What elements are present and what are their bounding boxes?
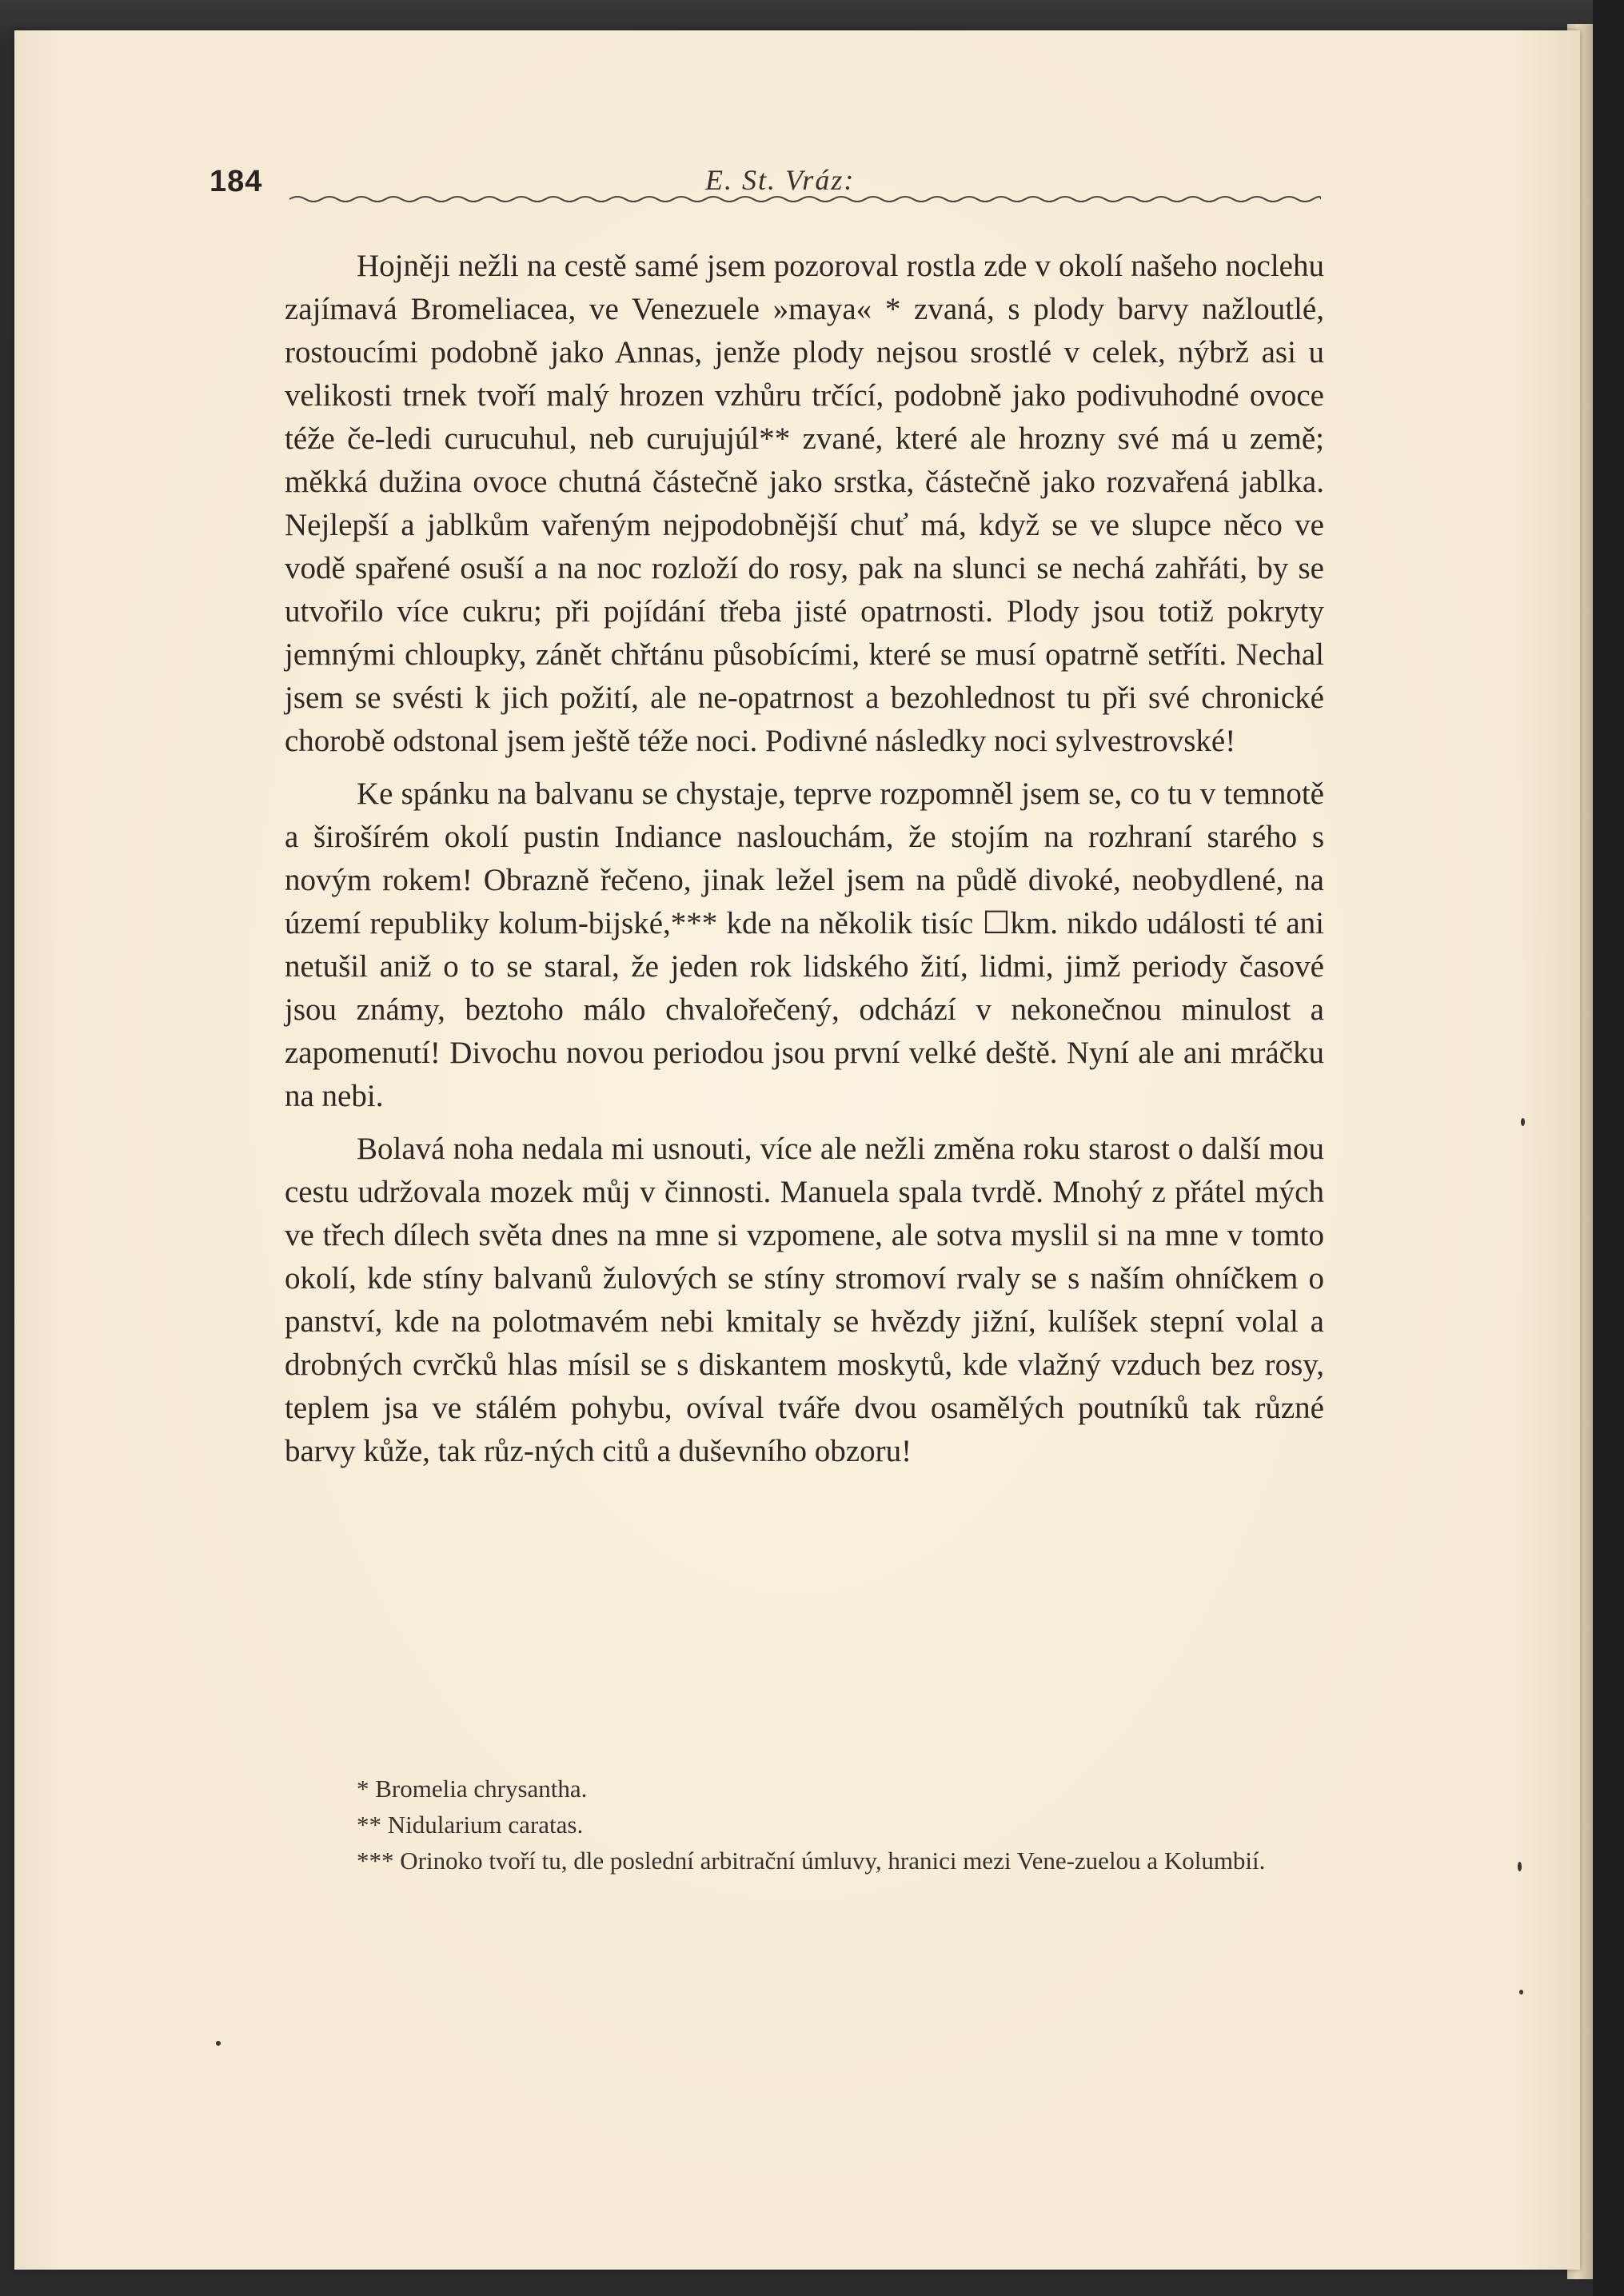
wavy-rule	[289, 192, 1321, 206]
book-spine	[1593, 0, 1624, 2296]
paper-speck	[1518, 1862, 1522, 1871]
footnote: *** Orinoko tvoří tu, dle poslední arbitrační úmluvy, hranici mezi Vene-zuelou a Kolumbií.	[357, 1847, 1266, 1875]
paper-speck	[216, 2041, 221, 2046]
footnote: ** Nidularium caratas.	[357, 1811, 584, 1839]
footnotes	[285, 1771, 1324, 1879]
footnote: * Bromelia chrysantha.	[357, 1775, 588, 1803]
page-number: 184	[209, 165, 263, 198]
page-header	[209, 157, 1321, 213]
paragraph: Hojněji nežli na cestě samé jsem pozoroval rostla zde v okolí našeho noclehu zajímavá Bromeliacea, ve Venezuele »maya« * zvaná, s plody barvy nažloutlé, rostoucími podobně jako Annas, jenže plody nejsou srostlé v celek, nýbrž asi u velikosti trnek tvoří malý hrozen vzhůru trčící, podobně jako podivuhodné ovoce téže če-ledi curucuhul, neb curujujúl** zvané, které ale hrozny své má u země; měkká dužina ovoce chutná částečně jako srstka, částečně jako rozvařená jablka. Nejlepší a jablkům vařeným nejpodobnější chuť má, když se ve slupce něco ve vodě spařené osuší a na noc rozloží do rosy, pak na slunci se nechá zahřáti, by se utvořilo více cukru; při pojídání třeba jisté opatrnosti. Plody jsou totiž pokryty jemnými chloupky, zánět chřtánu působícími, které se musí opatrně setříti. Nechal jsem se svésti k jich požití, ale ne-opatrnost a bezohlednost tu při své chronické chorobě odstonal jsem ještě téže noci. Podivné následky noci sylvestrovské!	[285, 249, 1324, 758]
paper-speck	[1519, 1990, 1523, 1995]
body-text	[285, 245, 1324, 1483]
paper-speck	[1521, 1118, 1525, 1126]
paragraph: Ke spánku na balvanu se chystaje, teprve rozpomněl jsem se, co tu v temnotě a širošírém okolí pustin Indiance naslouchám, že stojím na rozhraní starého s novým rokem! Obrazně řečeno, jinak ležel jsem na půdě divoké, neobydlené, na území republiky kolum-bijské,*** kde na několik tisíc ☐km. nikdo události té ani netušil aniž o to se staral, že jeden rok lidského žití, lidmi, jimž periody časové jsou známy, beztoho málo chvalořečený, odchází v nekonečnou minulost a zapomenutí! Divochu novou periodou jsou první velké deště. Nyní ale ani mráčku na nebi.	[285, 777, 1324, 1113]
paragraph: Bolavá noha nedala mi usnouti, více ale nežli změna roku starost o další mou cestu udržovala mozek můj v činnosti. Manuela spala tvrdě. Mnohý z přátel mých ve třech dílech světa dnes na mne si vzpomene, ale sotva myslil si na mne v tomto okolí, kde stíny balvanů žulových se stíny stromoví rvaly se s naším ohníčkem o panství, kde na polotmavém nebi kmitaly se hvězdy jižní, kulíšek stepní volal a drobných cvrčků hlas mísil se s diskantem moskytů, kde vlažný vzduch bez rosy, teplem jsa ve stálém pohybu, ovíval tváře dvou osamělých poutníků tak různé barvy kůže, tak růz-ných citů a duševního obzoru!	[285, 1132, 1324, 1468]
running-head: E. St. Vráz:	[705, 164, 856, 196]
